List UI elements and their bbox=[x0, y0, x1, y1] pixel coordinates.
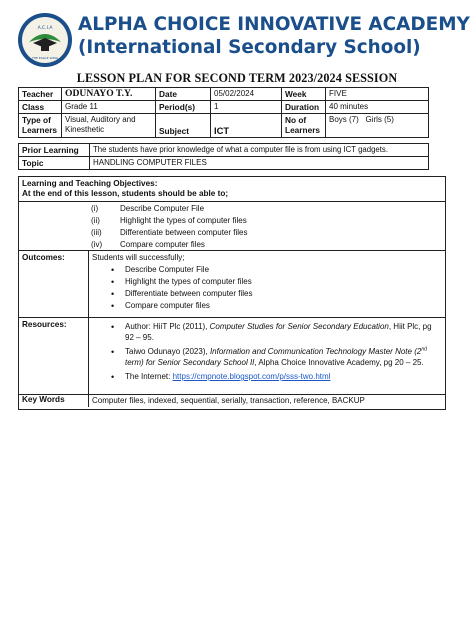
keywords-label: Key Words bbox=[22, 395, 65, 404]
period-label: Period(s) bbox=[156, 101, 211, 114]
school-name: ALPHA CHOICE INNOVATIVE ACADEMY bbox=[78, 14, 470, 35]
keywords-section bbox=[19, 395, 445, 407]
lesson-details-box bbox=[18, 176, 446, 410]
prior-learning-value: The students have prior knowledge of what a computer file is from using ICT gadgets. bbox=[90, 144, 429, 157]
lesson-plan-title: LESSON PLAN FOR SECOND TERM 2023/2024 SESSION bbox=[76, 71, 398, 85]
teacher-value: ODUNAYO T.Y. bbox=[62, 88, 156, 101]
list-item: • Highlight the types of computer files bbox=[111, 276, 252, 288]
learners-type-value-line2: Kinesthetic bbox=[65, 125, 105, 134]
objectives-heading-line2: At the end of this lesson, students should be able to; bbox=[22, 189, 229, 198]
school-name-block bbox=[78, 14, 470, 59]
objective-number: (ii) bbox=[91, 216, 100, 225]
objective-number: (iii) bbox=[91, 228, 102, 237]
list-item: • Differentiate between computer files bbox=[111, 288, 252, 300]
date-label: Date bbox=[156, 88, 211, 101]
duration-value: 40 minutes bbox=[326, 101, 429, 114]
objectives-heading-line1: Learning and Teaching Objectives: bbox=[22, 179, 158, 188]
school-logo bbox=[17, 12, 73, 68]
outcomes-section bbox=[19, 251, 445, 318]
lesson-info-table bbox=[18, 87, 429, 138]
learners-type-label-line2: Learners bbox=[22, 125, 58, 135]
outcomes-label: Outcomes: bbox=[22, 253, 65, 262]
resource-author: Author: HiiT Plc (2011), bbox=[125, 322, 210, 331]
num-learners-label bbox=[282, 114, 326, 138]
num-learners-label-line2: Learners bbox=[285, 125, 321, 135]
resources-list bbox=[111, 322, 441, 387]
list-item bbox=[91, 227, 445, 239]
topic-label: Topic bbox=[19, 157, 90, 170]
topic-value: HANDLING COMPUTER FILES bbox=[90, 157, 429, 170]
table-row bbox=[19, 88, 429, 101]
week-value: FIVE bbox=[326, 88, 429, 101]
objective-number: (iv) bbox=[91, 240, 103, 249]
resource-author: Taiwo Odunayo (2023), bbox=[125, 347, 210, 356]
list-item bbox=[91, 203, 445, 215]
list-item bbox=[111, 347, 441, 368]
resources-label: Resources: bbox=[22, 320, 67, 329]
logo-text-top: A.C.I.A bbox=[37, 26, 53, 31]
list-item: • Compare computer files bbox=[111, 300, 252, 312]
objectives-heading bbox=[19, 177, 445, 202]
resource-publisher: , Hiit Plc, pg 92 – 95. bbox=[125, 322, 432, 342]
week-label: Week bbox=[282, 88, 326, 101]
outcomes-list bbox=[111, 264, 252, 312]
date-value: 05/02/2024 bbox=[211, 88, 282, 101]
subject-value: ICT bbox=[211, 114, 282, 138]
learners-type-value bbox=[62, 114, 156, 138]
superscript-nd: nd bbox=[421, 346, 427, 353]
table-row bbox=[19, 114, 429, 138]
objective-text: Highlight the types of computer files bbox=[120, 216, 247, 225]
prior-learning-label: Prior Learning bbox=[19, 144, 90, 157]
resource-note-title-part2: term) for Senior Secondary School II bbox=[125, 357, 255, 367]
objective-text: Describe Computer File bbox=[120, 204, 205, 213]
learners-type-label bbox=[19, 114, 62, 138]
teacher-label: Teacher bbox=[19, 88, 62, 101]
resources-section bbox=[19, 318, 445, 395]
objective-text: Compare computer files bbox=[120, 240, 205, 249]
num-learners-label-line1: No of bbox=[285, 115, 307, 125]
resource-internet-label: The Internet: bbox=[125, 372, 173, 381]
resource-link[interactable]: https://cmpnote.blogspot.com/p/sss-two.html bbox=[172, 372, 331, 381]
list-item bbox=[91, 215, 445, 227]
resource-note-title-part1: Information and Communication Technology Master Note (2 bbox=[209, 347, 422, 356]
resource-book-title: Computer Studies for Senior Secondary Education bbox=[209, 322, 389, 331]
outcomes-intro: Students will successfully; bbox=[92, 253, 185, 262]
school-subtitle: (International Secondary School) bbox=[78, 37, 421, 58]
table-row bbox=[19, 101, 429, 114]
keywords-value: Computer files, indexed, sequential, serially, transaction, reference, BACKUP bbox=[92, 396, 365, 405]
list-item: • Describe Computer File bbox=[111, 264, 252, 276]
period-value: 1 bbox=[211, 101, 282, 114]
table-row bbox=[19, 157, 429, 170]
prior-learning-table bbox=[18, 143, 429, 170]
objective-text: Differentiate between computer files bbox=[120, 228, 248, 237]
column-divider bbox=[88, 318, 89, 394]
objectives-list bbox=[19, 202, 445, 251]
objective-number: (i) bbox=[91, 204, 99, 213]
column-divider bbox=[88, 251, 89, 317]
learners-type-label-line1: Type of bbox=[22, 115, 51, 125]
class-label: Class bbox=[19, 101, 62, 114]
duration-label: Duration bbox=[282, 101, 326, 114]
list-item bbox=[111, 322, 441, 343]
list-item bbox=[91, 239, 445, 251]
subject-label: Subject bbox=[156, 114, 211, 138]
learners-type-value-line1: Visual, Auditory and bbox=[65, 115, 136, 124]
logo-text-bottom: THE EAGLE WING bbox=[31, 56, 59, 60]
class-value: Grade 11 bbox=[62, 101, 156, 114]
column-divider bbox=[88, 395, 89, 407]
resource-publisher: , Alpha Choice Innovative Academy, pg 20 – 25. bbox=[254, 357, 424, 367]
table-row bbox=[19, 144, 429, 157]
num-learners-value: Boys (7) Girls (5) bbox=[326, 114, 429, 138]
list-item bbox=[111, 372, 441, 383]
